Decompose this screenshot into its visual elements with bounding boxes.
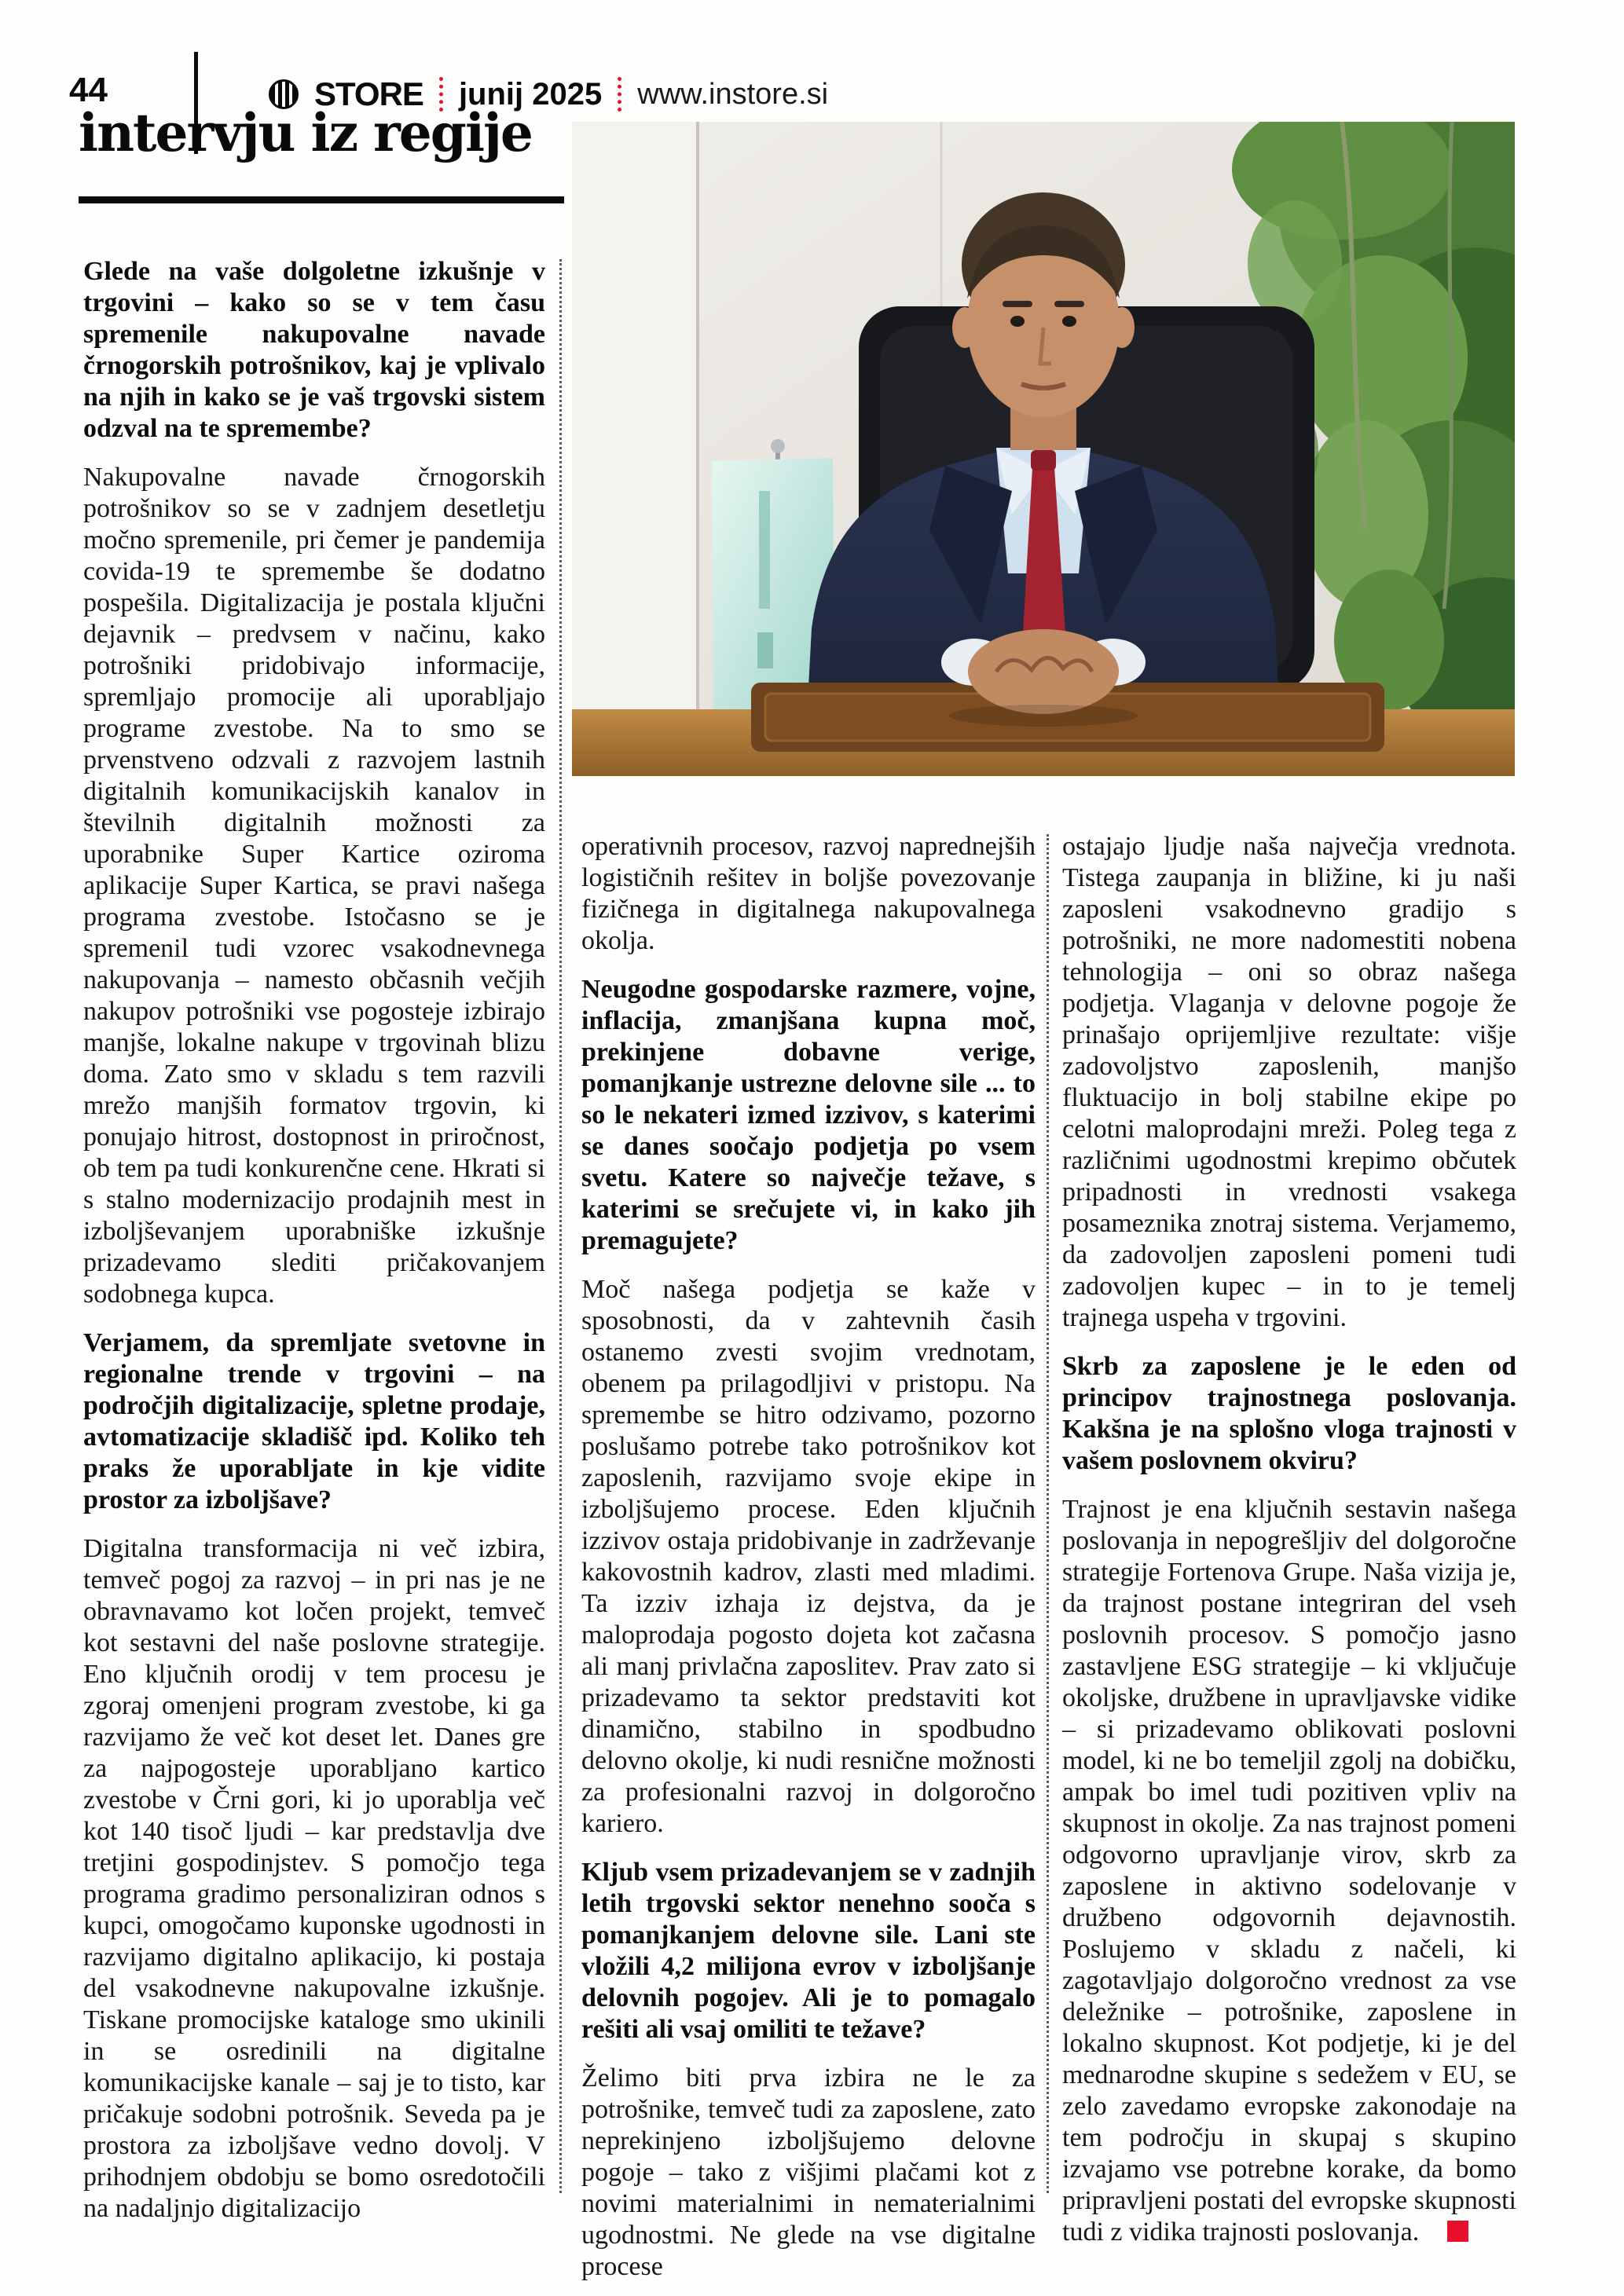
interview-question: Verjamem, da spremljate svetovne in regionalne trende v trgovini – na področjih digitalizacije, spletne prodaje, avtomatizacije skladišč ipd. Koliko teh praks že uporabljate in kje vidite prostor za izboljšave? [83,1328,545,1514]
interview-answer: Nakupovalne navade črnogorskih potrošnikov so se v zadnjem desetletju močno spremenile, pri čemer je pandemija covida-19 te spremembe še dodatno pospešila. Digitalizacija je postala ključni dejavnik – predvsem v načinu, kako potrošniki pridobivajo informacije, spremljajo promocije ali uporabljajo programe zvestobe. Na to smo se prvenstveno odzvali z razvojem lastnih digitalnih komunikacijskih kanalov in številnih digitalnih možnosti za uporabnike Super Kartice oziroma aplikacije Super Kartica, se pravi našega programa zvestobe. Istočasno se je spremenil tudi vzorec vsakodnevnega nakupovanja – namesto občasnih večjih nakupov potrošniki vse pogosteje izbirajo manjše, lokalne nakupe v trgovinah blizu doma. Zato smo v skladu s tem razvili mrežo manjših formatov trgovin, ki ponujajo hitrost, dostopnost in priročnost, ob tem pa tudi konkurenčne cene. Hkrati si s stalno modernizacijo prodajnih mest in izboljševanjem uporabniške izkušnje prizadevamo slediti pričakovanjem sodobnega kupca. [83,463,545,1309]
article-end-mark [1447,2221,1468,2242]
interview-question: Neugodne gospodarske razmere, vojne, inflacija, zmanjšana kupna moč, prekinjene dobavne verige, pomanjkanje ustrezne delovne sile ... to so le nekateri izmed izzivov, s katerimi se danes soočajo podjetja po vsem svetu. Katere so največje težave, s katerimi se srečujete vi, in kako jih premagujete? [581,975,1036,1255]
section-title: intervju iz regije [79,102,532,163]
interview-answer: operativnih procesov, razvoj naprednejših logističnih rešitev in boljše povezovanje fizičnega in digitalnega nakupovalnega okolja. [581,832,1036,955]
masthead-website: www.instore.si [637,77,829,111]
interview-question: Glede na vaše dolgoletne izkušnje v trgovini – kako so se v tem času spremenile nakupovalne navade črnogorskih potrošnikov, kaj je vplivalo na njih in kako se je vaš trgovski sistem odzval na te spremembe? [83,257,545,443]
photo-illustration [572,122,1515,776]
column-separator [1047,834,1049,2193]
article-column-1 [83,256,545,2225]
interview-answer: ostajajo ljudje naša največja vrednota. Tistega zaupanja in bližine, ki ju naši zaposleni vsakodnevno gradijo s potrošniki, ne more nadomestiti nobena tehnologija – oni so obraz našega podjetja. Vlaganja v delovne pogoje že prinašajo oprijemljive rezultate: višje zadovoljstvo zaposlenih, manjšo fluktuacijo in bolj stabilne ekipe po celotni maloprodajni mreži. Poleg tega z različnimi ugodnostmi krepimo občutek pripadnosti in vrednosti vsakega posameznika znotraj sistema. Verjamemo, da zadovoljen zaposleni pomeni tudi zadovoljen kupec – in to je temelj trajnega uspeha v trgovini. [1062,832,1516,1332]
photo-clasped-hands [941,629,1146,727]
masthead-issue: junij 2025 [458,76,603,112]
article-column-3 [1062,831,1516,2248]
interview-answer: Moč našega podjetja se kaže v sposobnosti, da v zahtevnih časih ostanemo zvesti svojim vrednotam, obenem pa prilagodljivi v pristopu. Na spremembe se hitro odzivamo, pozorno poslušamo potrebe tako potrošnikov kot zaposlenih, razvijamo svoje ekipe in izboljšujemo procese. Eden ključnih izzivov ostaja pridobivanje in zadrževanje kakovostnih kadrov, zlasti med mladimi. Ta izziv izhaja iz dejstva, da je maloprodaja pogosto dojeta kot začasna ali manj privlačna zaposlitev. Prav zato si prizadevamo ta sektor predstaviti kot dinamično, stabilno in spodbudno delovno okolje, ki nudi resnične možnosti za profesionalni razvoj in dolgoročno kariero. [581,1275,1036,1838]
interviewee-photo [572,122,1515,776]
interview-answer: Želimo biti prva izbira ne le za potrošnike, temveč tudi za zaposlene, zato neprekinjeno izboljšujemo delovne pogoje – tako z višjimi plačami kot z novimi materialnimi in nematerialnimi ugodnostmi. Ne glede na vse digitalne procese [581,2063,1036,2281]
interview-question: Kljub vsem prizadevanjem se v zadnjih letih trgovski sektor nenehno sooča s pomanjkanjem delovne sile. Lani ste vložili 4,2 milijona evrov v izboljšanje delovnih pogojev. Ali je to pomagalo rešiti ali vsaj omiliti te težave? [581,1858,1036,2044]
interview-answer: Trajnost je ena ključnih sestavin našega poslovanja in nepogrešljiv del dolgoročne strategije Fortenova Grupe. Naša vizija je, da trajnost postane integriran del vseh poslovnih procesov. S pomočjo jasno zastavljene ESG strategije – ki vključuje okoljske, družbene in upravljavske vidike – si prizadevamo oblikovati poslovni model, ki ne bo temeljil zgolj na dobičku, ampak bo imel tudi pozitiven vpliv na skupnost in okolje. Za nas trajnost pomeni odgovorno upravljanje virov, skrb za zaposlene in aktivno sodelovanje v družbeno odgovornih dejavnostih. Poslujemo v skladu z načeli, ki zagotavljajo dolgoročno vrednost za vse deležnike – potrošnike, zaposlene in lokalno skupnost. Kot podjetje, ki je del mednarodne skupine s sedežem v EU, se zelo zavedamo evropske zakonodaje na tem področju in skupaj s skupino izvajamo vse potrebne korake, da bomo pripravljeni postati del evropske skupnosti tudi z vidika trajnosti poslovanja. [1062,1495,1516,2247]
masthead-dotted-separator [618,77,621,112]
title-rule [79,196,564,203]
masthead-brand: STORE [314,75,423,112]
photo-wall-pillar [572,122,698,776]
page-number: 44 [69,71,108,109]
interview-question: Skrb za zaposlene je le eden od principov trajnostnega poslovanja. Kakšna je na splošno vloga trajnosti v vašem poslovnem okviru? [1062,1352,1516,1475]
article-column-2 [581,831,1036,2283]
interview-answer: Digitalna transformacija ni več izbira, temveč pogoj za razvoj – in pri nas je ne obravnavamo kot ločen projekt, temveč kot sestavni del naše poslovne strategije. Eno ključnih orodij v tem procesu je zgoraj omenjeni program zvestobe, ki ga razvijamo že več kot deset let. Danes gre za najpogosteje uporabljano kartico zvestobe v Črni gori, ki jo uporablja več kot 140 tisoč ljudi – kar predstavlja dve tretjini gospodinjstev. S pomočjo tega programa gradimo personaliziran odnos s kupci, omogočamo kuponske ugodnosti in razvijamo digitalno aplikacijo, ki postaja del vsakodnevne nakupovalne izkušnje. Tiskane promocijske kataloge smo ukinili in se osredinili na digitalne komunikacijske kanale – saj je to tisto, kar pričakuje sodobni potrošnik. Seveda pa je prostora za izboljšave vedno dovolj. V prihodnjem obdobju se bomo osredotočili na nadaljnjo digitalizacijo [83,1534,545,2223]
column-separator [559,259,562,2193]
